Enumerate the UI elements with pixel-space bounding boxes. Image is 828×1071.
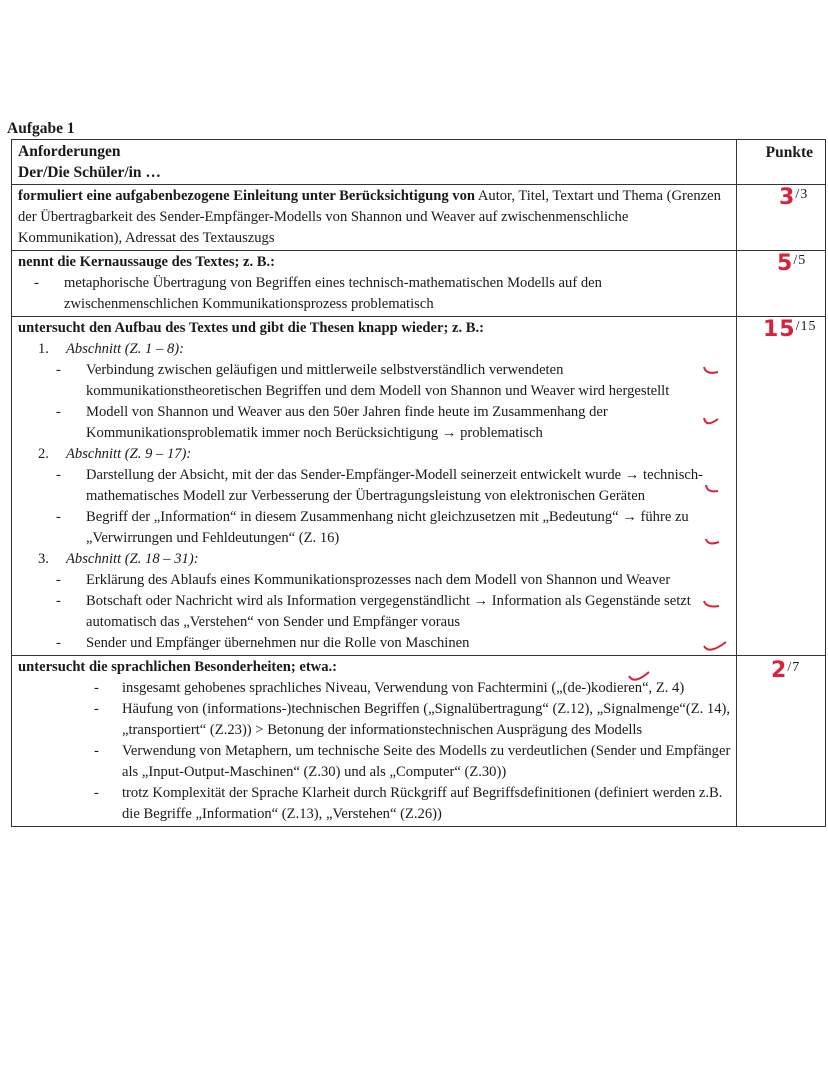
check-mark-icon	[701, 415, 721, 431]
score-value: 15	[763, 317, 796, 342]
score-max: /3	[795, 187, 809, 202]
section-row-sprache	[12, 656, 826, 827]
section-title: nennt die Kernaussauge des Textes; z. B.:	[18, 254, 276, 270]
student-label: Der/Die Schüler/in …	[18, 164, 161, 181]
section-einleitung	[12, 185, 737, 251]
check-mark-icon	[703, 483, 723, 499]
section-aufbau	[12, 317, 737, 656]
score-max: /15	[795, 319, 817, 334]
score-max: /5	[793, 253, 807, 268]
score-value: 5	[777, 251, 794, 276]
list-item: - Botschaft oder Nachricht wird als Information vergegenständlicht → Information als Gegenstände setzt automatisch das „Verstehen“ von Sender und Empfänger voraus	[18, 591, 731, 633]
section-sprache	[12, 656, 737, 827]
section-row-aufbau	[12, 317, 826, 656]
paragraph-heading	[18, 444, 731, 465]
requirements-label: Anforderungen	[18, 143, 121, 160]
list-item: - insgesamt gehobenes sprachliches Niveau, Verwendung von Fachtermini („(de-)kodieren“, Z. 4)	[18, 678, 731, 699]
score-max: /7	[787, 660, 801, 675]
points-cell	[737, 317, 826, 656]
paragraph-label: Abschnitt (Z. 18 – 31):	[66, 551, 199, 567]
list-item: - Modell von Shannon und Weaver aus den 50er Jahren finde heute im Zusammenhang der Kommunikationsproblematik immer noch Berücksichtigung → problematisch	[18, 402, 731, 444]
list-item: - Darstellung der Absicht, mit der das Sender-Empfänger-Modell seinerzeit entwickelt wurde → technisch-mathematisches Modell zur Verbesserung der Übertragungsleistung von elektronischen Geräten	[18, 465, 731, 507]
section-row-einleitung	[12, 185, 826, 251]
list-item: - Häufung von (informations-)technischen Begriffen („Signalübertragung“ (Z.12), „Signalmenge“(Z. 14),„transportiert“ (Z.23)) > Betonung der informationstechnischen Ausprägung des Modells	[18, 699, 731, 741]
section-title: formuliert eine aufgabenbezogene Einleitung unter Berücksichtigung von	[18, 188, 476, 204]
section-kernaussage	[12, 251, 737, 317]
list-item: - trotz Komplexität der Sprache Klarheit durch Rückgriff auf Begriffsdefinitionen (definiert werden z.B. die Begriffe „Information“ (Z.13), „Verstehen“ (Z.26))	[18, 783, 731, 825]
check-mark-icon	[701, 597, 723, 613]
header-row	[12, 140, 826, 185]
item-list	[18, 678, 731, 825]
paragraph-heading	[18, 549, 731, 570]
paragraph-number: 3.	[38, 551, 49, 567]
points-cell	[737, 251, 826, 317]
item-list	[18, 570, 731, 654]
requirements-header	[12, 140, 737, 185]
points-header: Punkte	[737, 140, 826, 185]
section-title: untersucht die sprachlichen Besonderheiten; etwa.:	[18, 659, 338, 675]
item-list	[18, 360, 731, 444]
list-item: - Verwendung von Metaphern, um technische Seite des Modells zu verdeutlichen (Sender und Empfänger als „Input-Output-Maschinen“ (Z.30) und als „Computer“ (Z.30))	[18, 741, 731, 783]
score-handwritten	[771, 660, 800, 684]
paragraph-label: Abschnitt (Z. 9 – 17):	[66, 446, 192, 462]
score-handwritten	[763, 319, 817, 343]
section-title: untersucht den Aufbau des Textes und gibt die Thesen knapp wieder; z. B.:	[18, 320, 485, 336]
item-list	[0, 273, 731, 315]
paragraph-label: Abschnitt (Z. 1 – 8):	[66, 341, 184, 357]
rubric-table	[11, 139, 826, 827]
paragraph-number: 1.	[38, 341, 49, 357]
list-item: - Begriff der „Information“ in diesem Zusammenhang nicht gleichzusetzen mit „Bedeutung“ → führe zu „Verwirrungen und Fehldeutungen“ (Z. 16)	[18, 507, 731, 549]
section-text: Autor, Titel, Textart und Thema (Grenzen der Übertragbarkeit des Sender-Empfänger-Modells von Shannon und Weaver auf zwischenmenschliche Kommunikation), Adressat des Textauszugs	[18, 188, 721, 246]
score-value: 3	[779, 185, 796, 210]
list-item: - Verbindung zwischen geläufigen und mittlerweile selbstverständlich verwendeten kommunikationstheoretischen Begriffen und dem Modell von Shannon und Weaver wird hergestellt	[18, 360, 731, 402]
check-mark-icon	[701, 363, 721, 379]
points-cell	[737, 185, 826, 251]
check-mark-icon	[703, 535, 723, 551]
section-row-kernaussage	[12, 251, 826, 317]
score-handwritten	[777, 253, 806, 277]
points-cell	[737, 656, 826, 827]
page-title: Aufgabe 1	[7, 120, 75, 137]
list-item: - Erklärung des Ablaufs eines Kommunikationsprozesses nach dem Modell von Shannon und Weaver	[18, 570, 731, 591]
list-item: - Sender und Empfänger übernehmen nur die Rolle von Maschinen	[18, 633, 731, 654]
paragraph-heading	[18, 339, 731, 360]
paragraph-number: 2.	[38, 446, 49, 462]
score-value: 2	[771, 658, 788, 683]
list-item: - metaphorische Übertragung von Begriffen eines technisch-mathematischen Modells auf den zwischenmenschlichen Kommunikationsprozess problematisch	[0, 273, 731, 315]
score-handwritten	[779, 187, 808, 211]
item-list	[18, 465, 731, 549]
